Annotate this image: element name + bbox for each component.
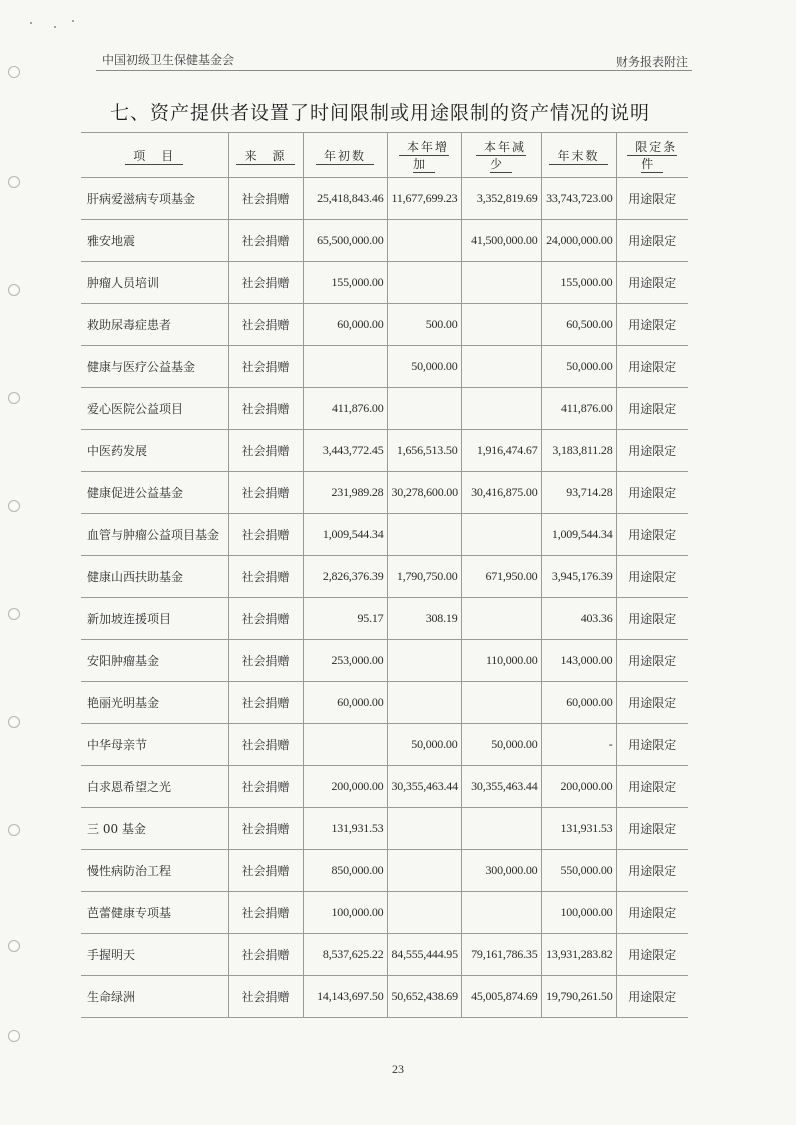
cell-decrease-amount <box>461 892 541 934</box>
cell-increase-amount: 308.19 <box>387 598 461 640</box>
table-row <box>81 220 688 262</box>
cell-end-amount: 1,009,544.34 <box>541 514 616 556</box>
cell-item-name: 血管与肿瘤公益项目基金 <box>81 514 228 556</box>
cell-end-amount: 143,000.00 <box>541 640 616 682</box>
cell-restriction: 用途限定 <box>616 220 688 262</box>
cell-item-name: 艳丽光明基金 <box>81 682 228 724</box>
cell-restriction: 用途限定 <box>616 430 688 472</box>
cell-source: 社会捐赠 <box>228 976 303 1018</box>
cell-begin-amount: 200,000.00 <box>303 766 387 808</box>
cell-decrease-amount <box>461 346 541 388</box>
cell-decrease-amount <box>461 514 541 556</box>
cell-item-name: 健康山西扶助基金 <box>81 556 228 598</box>
cell-end-amount: 13,931,283.82 <box>541 934 616 976</box>
cell-increase-amount: 500.00 <box>387 304 461 346</box>
cell-source: 社会捐赠 <box>228 724 303 766</box>
cell-begin-amount: 231,989.28 <box>303 472 387 514</box>
cell-decrease-amount: 41,500,000.00 <box>461 220 541 262</box>
cell-increase-amount <box>387 850 461 892</box>
cell-begin-amount: 14,143,697.50 <box>303 976 387 1018</box>
scan-speck <box>72 20 74 22</box>
cell-end-amount: 155,000.00 <box>541 262 616 304</box>
cell-increase-amount: 50,000.00 <box>387 346 461 388</box>
binder-hole <box>8 940 20 952</box>
cell-increase-amount <box>387 808 461 850</box>
cell-source: 社会捐赠 <box>228 850 303 892</box>
cell-item-name: 健康与医疗公益基金 <box>81 346 228 388</box>
binder-hole <box>8 66 20 78</box>
cell-item-name: 爱心医院公益项目 <box>81 388 228 430</box>
cell-decrease-amount <box>461 304 541 346</box>
table-row <box>81 766 688 808</box>
scan-speck <box>30 22 32 24</box>
cell-restriction: 用途限定 <box>616 934 688 976</box>
binder-hole <box>8 824 20 836</box>
cell-item-name: 新加坡连援项目 <box>81 598 228 640</box>
cell-end-amount: 33,743,723.00 <box>541 178 616 220</box>
cell-begin-amount: 3,443,772.45 <box>303 430 387 472</box>
binder-hole <box>8 284 20 296</box>
cell-item-name: 中医药发展 <box>81 430 228 472</box>
cell-begin-amount: 95.17 <box>303 598 387 640</box>
cell-restriction: 用途限定 <box>616 304 688 346</box>
cell-increase-amount: 1,656,513.50 <box>387 430 461 472</box>
cell-end-amount: 411,876.00 <box>541 388 616 430</box>
cell-item-name: 救助尿毒症患者 <box>81 304 228 346</box>
cell-decrease-amount <box>461 388 541 430</box>
cell-end-amount: 550,000.00 <box>541 850 616 892</box>
cell-begin-amount: 60,000.00 <box>303 682 387 724</box>
cell-end-amount: 131,931.53 <box>541 808 616 850</box>
cell-restriction: 用途限定 <box>616 262 688 304</box>
cell-end-amount: 60,500.00 <box>541 304 616 346</box>
cell-source: 社会捐赠 <box>228 346 303 388</box>
cell-decrease-amount <box>461 808 541 850</box>
cell-restriction: 用途限定 <box>616 346 688 388</box>
table-row <box>81 388 688 430</box>
cell-end-amount: 403.36 <box>541 598 616 640</box>
cell-restriction: 用途限定 <box>616 598 688 640</box>
cell-end-amount: 100,000.00 <box>541 892 616 934</box>
cell-end-amount: 3,945,176.39 <box>541 556 616 598</box>
cell-decrease-amount <box>461 262 541 304</box>
cell-restriction: 用途限定 <box>616 724 688 766</box>
cell-item-name: 健康促进公益基金 <box>81 472 228 514</box>
cell-source: 社会捐赠 <box>228 304 303 346</box>
cell-increase-amount <box>387 892 461 934</box>
cell-source: 社会捐赠 <box>228 220 303 262</box>
cell-restriction: 用途限定 <box>616 640 688 682</box>
section-title: 七、资产提供者设置了时间限制或用途限制的资产情况的说明 <box>109 102 650 124</box>
table-row <box>81 430 688 472</box>
column-header-item: 项 目 <box>81 133 228 178</box>
cell-restriction: 用途限定 <box>616 388 688 430</box>
page-number: 23 <box>392 1062 404 1076</box>
binder-hole <box>8 716 20 728</box>
cell-end-amount: - <box>541 724 616 766</box>
cell-source: 社会捐赠 <box>228 472 303 514</box>
cell-source: 社会捐赠 <box>228 514 303 556</box>
cell-restriction: 用途限定 <box>616 472 688 514</box>
table-row <box>81 472 688 514</box>
cell-item-name: 安阳肿瘤基金 <box>81 640 228 682</box>
cell-restriction: 用途限定 <box>616 514 688 556</box>
cell-increase-amount: 1,790,750.00 <box>387 556 461 598</box>
cell-restriction: 用途限定 <box>616 766 688 808</box>
cell-decrease-amount: 300,000.00 <box>461 850 541 892</box>
cell-begin-amount: 100,000.00 <box>303 892 387 934</box>
cell-restriction: 用途限定 <box>616 850 688 892</box>
column-header-decrease: 本年减少 <box>461 133 541 178</box>
binder-hole <box>8 500 20 512</box>
cell-increase-amount <box>387 220 461 262</box>
cell-source: 社会捐赠 <box>228 430 303 472</box>
cell-end-amount: 93,714.28 <box>541 472 616 514</box>
table-row <box>81 598 688 640</box>
cell-begin-amount: 1,009,544.34 <box>303 514 387 556</box>
cell-begin-amount: 253,000.00 <box>303 640 387 682</box>
binder-hole <box>8 608 20 620</box>
table-row <box>81 304 688 346</box>
column-header-limit: 限定条件 <box>616 133 688 178</box>
cell-source: 社会捐赠 <box>228 598 303 640</box>
table-row <box>81 178 688 220</box>
cell-decrease-amount: 30,355,463.44 <box>461 766 541 808</box>
cell-restriction: 用途限定 <box>616 892 688 934</box>
cell-decrease-amount: 45,005,874.69 <box>461 976 541 1018</box>
column-header-increase: 本年增加 <box>387 133 461 178</box>
column-header-begin: 年初数 <box>303 133 387 178</box>
cell-decrease-amount <box>461 682 541 724</box>
scan-speck <box>54 26 56 28</box>
cell-source: 社会捐赠 <box>228 262 303 304</box>
cell-source: 社会捐赠 <box>228 808 303 850</box>
cell-increase-amount: 30,278,600.00 <box>387 472 461 514</box>
cell-increase-amount <box>387 262 461 304</box>
table-row <box>81 934 688 976</box>
cell-increase-amount: 50,652,438.69 <box>387 976 461 1018</box>
cell-decrease-amount: 3,352,819.69 <box>461 178 541 220</box>
table-header-row <box>81 133 688 178</box>
cell-decrease-amount: 671,950.00 <box>461 556 541 598</box>
cell-restriction: 用途限定 <box>616 808 688 850</box>
cell-item-name: 肝病爱滋病专项基金 <box>81 178 228 220</box>
cell-end-amount: 3,183,811.28 <box>541 430 616 472</box>
cell-end-amount: 60,000.00 <box>541 682 616 724</box>
binder-hole <box>8 392 20 404</box>
cell-decrease-amount: 110,000.00 <box>461 640 541 682</box>
cell-begin-amount: 8,537,625.22 <box>303 934 387 976</box>
table-row <box>81 724 688 766</box>
cell-decrease-amount: 30,416,875.00 <box>461 472 541 514</box>
cell-source: 社会捐赠 <box>228 388 303 430</box>
cell-restriction: 用途限定 <box>616 682 688 724</box>
cell-source: 社会捐赠 <box>228 766 303 808</box>
cell-item-name: 中华母亲节 <box>81 724 228 766</box>
restricted-assets-table <box>81 132 688 1018</box>
binder-hole <box>8 1030 20 1042</box>
cell-begin-amount: 131,931.53 <box>303 808 387 850</box>
cell-increase-amount: 84,555,444.95 <box>387 934 461 976</box>
cell-begin-amount: 65,500,000.00 <box>303 220 387 262</box>
cell-item-name: 三 00 基金 <box>81 808 228 850</box>
cell-begin-amount <box>303 724 387 766</box>
cell-restriction: 用途限定 <box>616 976 688 1018</box>
cell-end-amount: 19,790,261.50 <box>541 976 616 1018</box>
header-organization: 中国初级卫生保健基金会 <box>102 53 235 67</box>
cell-item-name: 雅安地震 <box>81 220 228 262</box>
cell-begin-amount: 850,000.00 <box>303 850 387 892</box>
table-row <box>81 682 688 724</box>
cell-item-name: 芭蕾健康专项基 <box>81 892 228 934</box>
table-row <box>81 976 688 1018</box>
cell-item-name: 慢性病防治工程 <box>81 850 228 892</box>
table-row <box>81 640 688 682</box>
table-row <box>81 346 688 388</box>
header-section-tag: 财务报表附注 <box>615 55 688 69</box>
cell-item-name: 白求恩希望之光 <box>81 766 228 808</box>
table-row <box>81 808 688 850</box>
table-body <box>81 178 688 1018</box>
cell-increase-amount <box>387 640 461 682</box>
cell-end-amount: 24,000,000.00 <box>541 220 616 262</box>
cell-begin-amount: 60,000.00 <box>303 304 387 346</box>
cell-item-name: 生命绿洲 <box>81 976 228 1018</box>
column-header-end: 年末数 <box>541 133 616 178</box>
cell-increase-amount: 50,000.00 <box>387 724 461 766</box>
cell-source: 社会捐赠 <box>228 892 303 934</box>
column-header-source: 来 源 <box>228 133 303 178</box>
cell-increase-amount: 30,355,463.44 <box>387 766 461 808</box>
cell-source: 社会捐赠 <box>228 178 303 220</box>
cell-decrease-amount <box>461 598 541 640</box>
cell-increase-amount <box>387 388 461 430</box>
table-row <box>81 262 688 304</box>
cell-increase-amount <box>387 514 461 556</box>
table-row <box>81 556 688 598</box>
cell-begin-amount: 411,876.00 <box>303 388 387 430</box>
cell-source: 社会捐赠 <box>228 556 303 598</box>
cell-item-name: 肿瘤人员培训 <box>81 262 228 304</box>
cell-begin-amount: 155,000.00 <box>303 262 387 304</box>
cell-decrease-amount: 79,161,786.35 <box>461 934 541 976</box>
table-row <box>81 892 688 934</box>
cell-restriction: 用途限定 <box>616 556 688 598</box>
cell-increase-amount: 11,677,699.23 <box>387 178 461 220</box>
cell-begin-amount <box>303 346 387 388</box>
cell-restriction: 用途限定 <box>616 178 688 220</box>
page-header <box>96 48 692 71</box>
table-row <box>81 850 688 892</box>
cell-source: 社会捐赠 <box>228 934 303 976</box>
cell-end-amount: 50,000.00 <box>541 346 616 388</box>
cell-begin-amount: 25,418,843.46 <box>303 178 387 220</box>
cell-increase-amount <box>387 682 461 724</box>
table-row <box>81 514 688 556</box>
cell-decrease-amount: 50,000.00 <box>461 724 541 766</box>
binder-hole <box>8 176 20 188</box>
cell-item-name: 手握明天 <box>81 934 228 976</box>
cell-decrease-amount: 1,916,474.67 <box>461 430 541 472</box>
cell-begin-amount: 2,826,376.39 <box>303 556 387 598</box>
cell-source: 社会捐赠 <box>228 682 303 724</box>
cell-source: 社会捐赠 <box>228 640 303 682</box>
cell-end-amount: 200,000.00 <box>541 766 616 808</box>
